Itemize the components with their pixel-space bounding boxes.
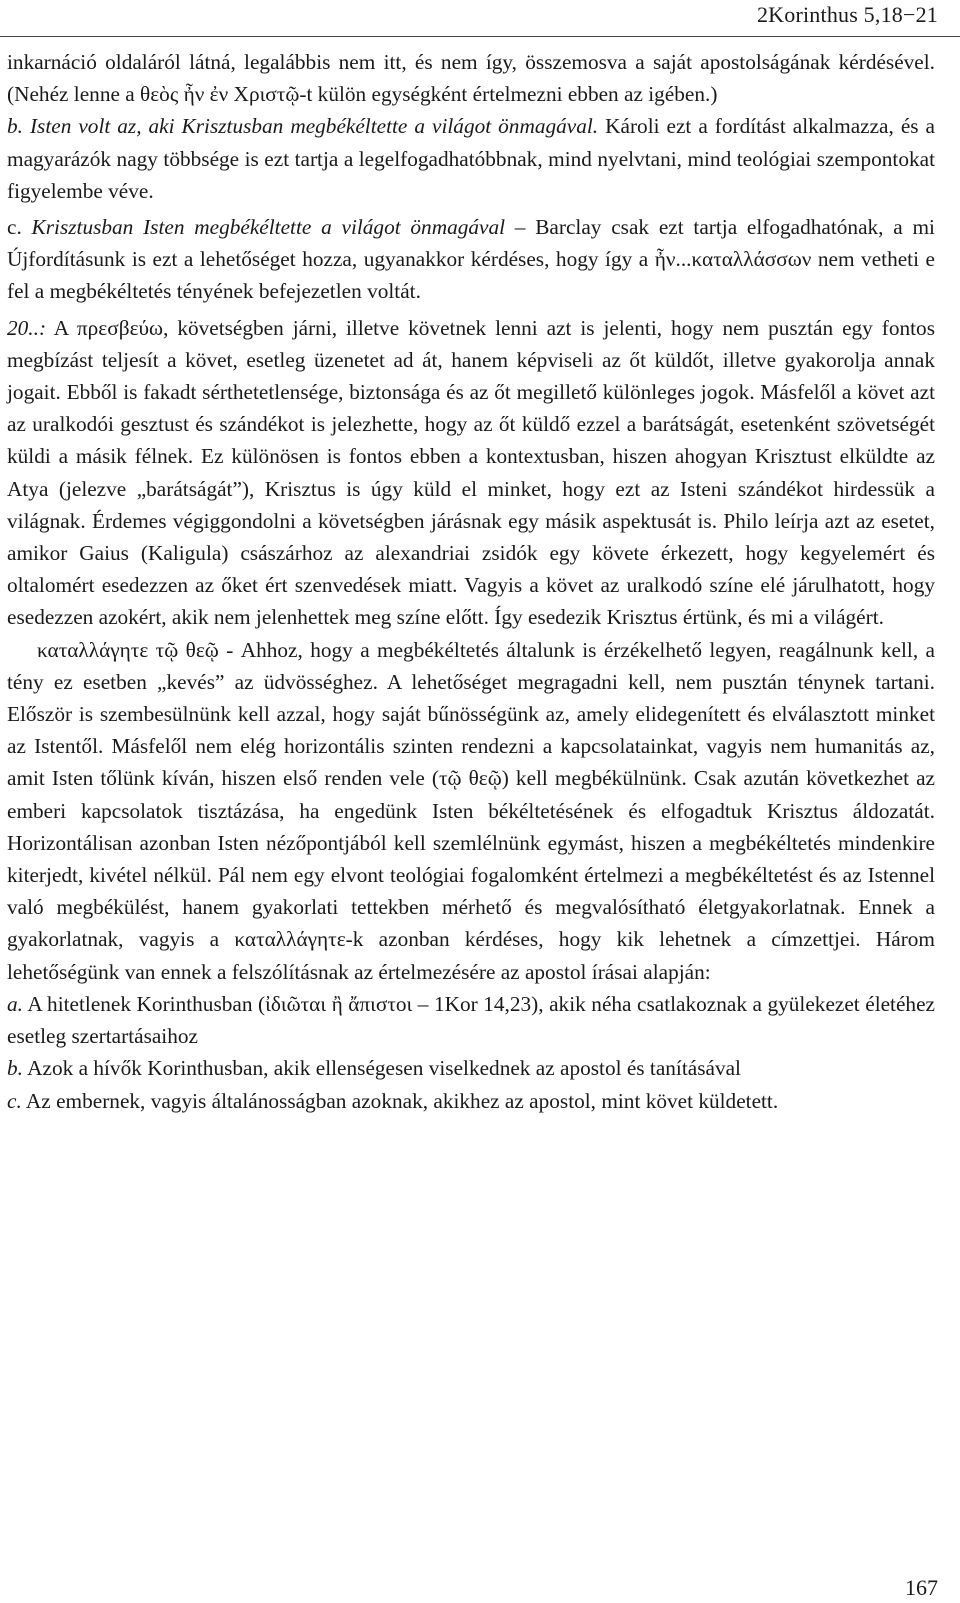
paragraph-verse-20 <box>7 312 935 634</box>
header-rule <box>0 36 960 37</box>
list-c-text: Az embernek, vagyis általánosságban azoknak, akikhez az apostol, mint követ küldetett. <box>21 1088 779 1113</box>
running-title: 2Korinthus 5,18−21 <box>756 2 938 27</box>
option-b-text: Károli ezt a fordítást alkalmazza, és a magyarázók nagy többsége is ezt tartja a legelfogadhatóbbnak, mind nyelvtani, mind teológiai szempontokat figyelembe véve. <box>7 114 935 203</box>
list-b-label: b. <box>7 1056 23 1081</box>
list-item-b <box>7 1052 935 1084</box>
paragraph-option-c <box>7 211 935 308</box>
option-c-label: Krisztusban Isten megbékéltette a világot önmagával <box>31 215 506 240</box>
option-c-text: – Barclay csak ezt tartja elfogadhatónak, a mi Újfordításunk is ezt a lehetőséget hozza, ugyanakkor kérdéses, hogy így a ἦν...καταλλάσσων nem vetheti e fel a megbékéltetés tényének befejezetlen voltát. <box>7 215 935 304</box>
list-a-text: A hitetlenek Korinthusban (ἰδιῶται ἢ ἄπιστοι – 1Kor 14,23), akik néha csatlakoznak a gyülekezet életéhez esetleg szertartásaihoz <box>7 991 935 1049</box>
page-body <box>7 46 935 1117</box>
paragraph-option-b <box>7 110 935 207</box>
list-b-text: Azok a hívők Korinthusban, akik ellenségesen viselkednek az apostol és tanításával <box>22 1056 741 1081</box>
list-item-a <box>7 988 935 1052</box>
list-item-c <box>7 1085 935 1117</box>
list-c-label: c. <box>7 1088 22 1113</box>
page-number: 167 <box>905 1575 938 1600</box>
paragraph-katallagete: καταλλάγητε τῷ θεῷ - Ahhoz, hogy a megbékéltetés általunk is érzékelhető legyen, reagálnunk kell, a tény ez esetben „kevés” az üdvösséghez. A lehetőséget megragadni kell, nem pusztán ténynek tartani. Először is szembesülnünk kell azzal, hogy saját bűnösségünk az, amely elidegenített és elválasztott minket az Istentől. Másfelől nem elég horizontális szinten rendezni a kapcsolatainkat, vagyis nem humanitás az, amit Isten tőlünk kíván, hiszen első renden vele (τῷ θεῷ) kell megbékülnünk. Csak azután következhet az emberi kapcsolatok tisztázása, ha engedünk Isten békéltetésének és elfogadtuk Krisztus áldozatát. Horizontálisan azonban Isten nézőpontjából kell szemlélnünk egymást, hiszen a megbékéltetés mindenkire kiterjedt, kivétel nélkül. Pál nem egy elvont teológiai fogalomként értelmezi a megbékéltetést és az Istennel való megbékülést, hanem gyakorlati tettekben mérhető és megvalósítható életgyakorlatnak. Ennek a gyakorlatnak, vagyis a καταλλάγητε-k azonban kérdéses, hogy kik lehetnek a címzettjei. Három lehetőségünk van ennek a felszólításnak az értelmezésére az apostol írásai alapján: <box>7 637 935 984</box>
option-c-prefix: c. <box>7 215 32 240</box>
paragraph-intro: inkarnáció oldaláról látná, legalábbis nem itt, és nem így, összemosva a saját apostolságának kérdésével. (Nehéz lenne a θεὸς ἦν ἐν Χριστῷ-t külön egységként értelmezni ebben az igében.) <box>7 50 935 107</box>
verse-20-text: A πρεσβεύω, követségben járni, illetve követnek lenni azt is jelenti, hogy nem pusztán egy fontos megbízást teljesít a követ, esetleg üzenetet ad át, hanem képviseli az őt küldőt, illetve gyakorolja annak jogait. Ebből is fakadt sérthetetlensége, biztonsága és az őt megillető különleges jogok. Másfelől a követ azt az uralkodói gesztust és szándékot is jelezhette, hogy az őt küldő ezzel a barátságát, esetenként szövetségét küldi a másik félnek. Ez különösen is fontos ebben a kontextusban, hiszen ahogyan Krisztust elküldte az Atya (jelezve „barátságát”), Krisztus is úgy küld el minket, hogy ezt az Isteni szándékot hirdessük a világnak. Érdemes végiggondolni a követségben járásnak egy másik aspektusát is. Philo leírja azt az esetet, amikor Gaius (Kaligula) császárhoz az alexandriai zsidók egy követe érkezett, hogy kegyelemért és oltalomért esedezzen az őket ért szenvedések miatt. Vagyis a követ az uralkodó színe elé járulhatott, hogy esedezzen azokért, akik nem jelenhettek meg színe előtt. Így esedezik Krisztus értünk, és mi a világért. <box>7 315 935 630</box>
verse-20-label: 20..: <box>7 315 47 340</box>
option-b-label: b. Isten volt az, aki Krisztusban megbékéltette a világot önmagával. <box>7 114 599 139</box>
list-a-label: a. <box>7 991 23 1016</box>
